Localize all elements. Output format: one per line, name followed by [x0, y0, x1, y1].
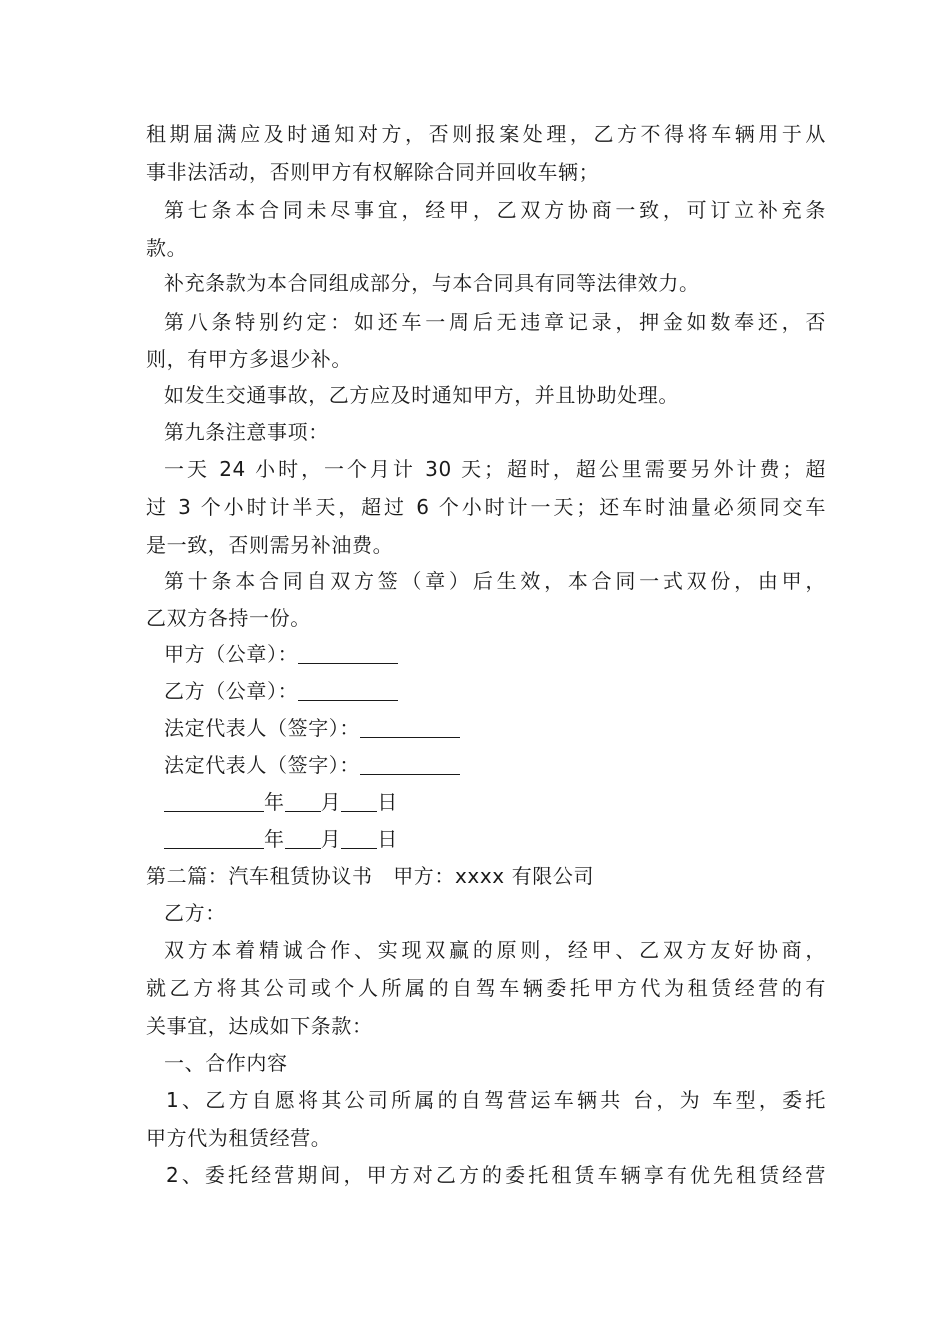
clause-2-line: 2、委托经营期间，甲方对乙方的委托租赁车辆享有优先租赁经营 [166, 1163, 826, 1187]
party-a-seal-line [164, 640, 844, 668]
legal-rep-a-label: 法定代表人（签字）： [164, 716, 360, 740]
year-label: 年 [264, 790, 285, 814]
party-b-seal-line [164, 677, 844, 705]
paragraph-line: 乙双方各持一份。 [146, 606, 311, 630]
paragraph-line: 甲方代为租赁经营。 [146, 1126, 332, 1150]
year-label: 年 [264, 827, 285, 851]
date-line-a [164, 788, 844, 816]
article-8-line: 第八条特别约定：如还车一周后无违章记录，押金如数奉还，否 [164, 310, 826, 334]
month-label: 月 [320, 827, 342, 851]
month-blank[interactable] [285, 828, 321, 849]
day-label: 日 [377, 790, 398, 814]
party-b-seal-blank[interactable] [298, 680, 398, 701]
paragraph-line: 双方本着精诚合作、实现双赢的原则，经甲、乙双方友好协商， [164, 938, 826, 962]
year-blank[interactable] [164, 791, 264, 812]
legal-rep-b-line [164, 751, 844, 779]
paragraph-line: 过 3 个小时计半天，超过 6 个小时计一天；还车时油量必须同交车 [146, 495, 826, 519]
paragraph-line: 补充条款为本合同组成部分，与本合同具有同等法律效力。 [164, 271, 700, 295]
section-2-heading: 第二篇：汽车租赁协议书 甲方：xxxx 有限公司 [146, 864, 595, 888]
month-label: 月 [320, 790, 342, 814]
day-blank[interactable] [341, 828, 377, 849]
day-blank[interactable] [341, 791, 377, 812]
paragraph-line: 如发生交通事故，乙方应及时通知甲方，并且协助处理。 [164, 383, 679, 407]
party-a-seal-blank[interactable] [298, 643, 398, 664]
paragraph-line: 租期届满应及时通知对方，否则报案处理，乙方不得将车辆用于从 [146, 122, 826, 146]
month-blank[interactable] [285, 791, 321, 812]
clause-1-line: 1、乙方自愿将其公司所属的自驾营运车辆共 台，为 车型，委托 [166, 1088, 826, 1112]
paragraph-line: 关事宜，达成如下条款： [146, 1014, 373, 1038]
legal-rep-a-line [164, 714, 844, 742]
article-7-line: 第七条本合同未尽事宜，经甲，乙双方协商一致，可订立补充条 [164, 198, 826, 222]
paragraph-line: 事非法活动，否则甲方有权解除合同并回收车辆； [146, 160, 600, 184]
date-line-b [164, 825, 844, 853]
paragraph-line: 一天 24 小时，一个月计 30 天；超时，超公里需要另外计费；超 [164, 457, 826, 481]
article-9-heading: 第九条注意事项： [164, 420, 329, 444]
paragraph-line: 则，有甲方多退少补。 [146, 347, 352, 371]
party-b-label: 乙方： [164, 901, 226, 925]
party-b-seal-label: 乙方（公章）： [164, 679, 299, 703]
section-heading-cooperation: 一、合作内容 [164, 1051, 288, 1075]
paragraph-line: 是一致，否则需另补油费。 [146, 533, 394, 557]
day-label: 日 [377, 827, 398, 851]
party-a-seal-label: 甲方（公章）： [164, 642, 299, 666]
article-10-line: 第十条本合同自双方签（章）后生效，本合同一式双份，由甲， [164, 569, 826, 593]
paragraph-line: 款。 [146, 236, 188, 260]
legal-rep-a-blank[interactable] [360, 717, 460, 738]
year-blank[interactable] [164, 828, 264, 849]
legal-rep-b-blank[interactable] [360, 754, 460, 775]
legal-rep-b-label: 法定代表人（签字）： [164, 753, 360, 777]
paragraph-line: 就乙方将其公司或个人所属的自驾车辆委托甲方代为租赁经营的有 [146, 976, 826, 1000]
